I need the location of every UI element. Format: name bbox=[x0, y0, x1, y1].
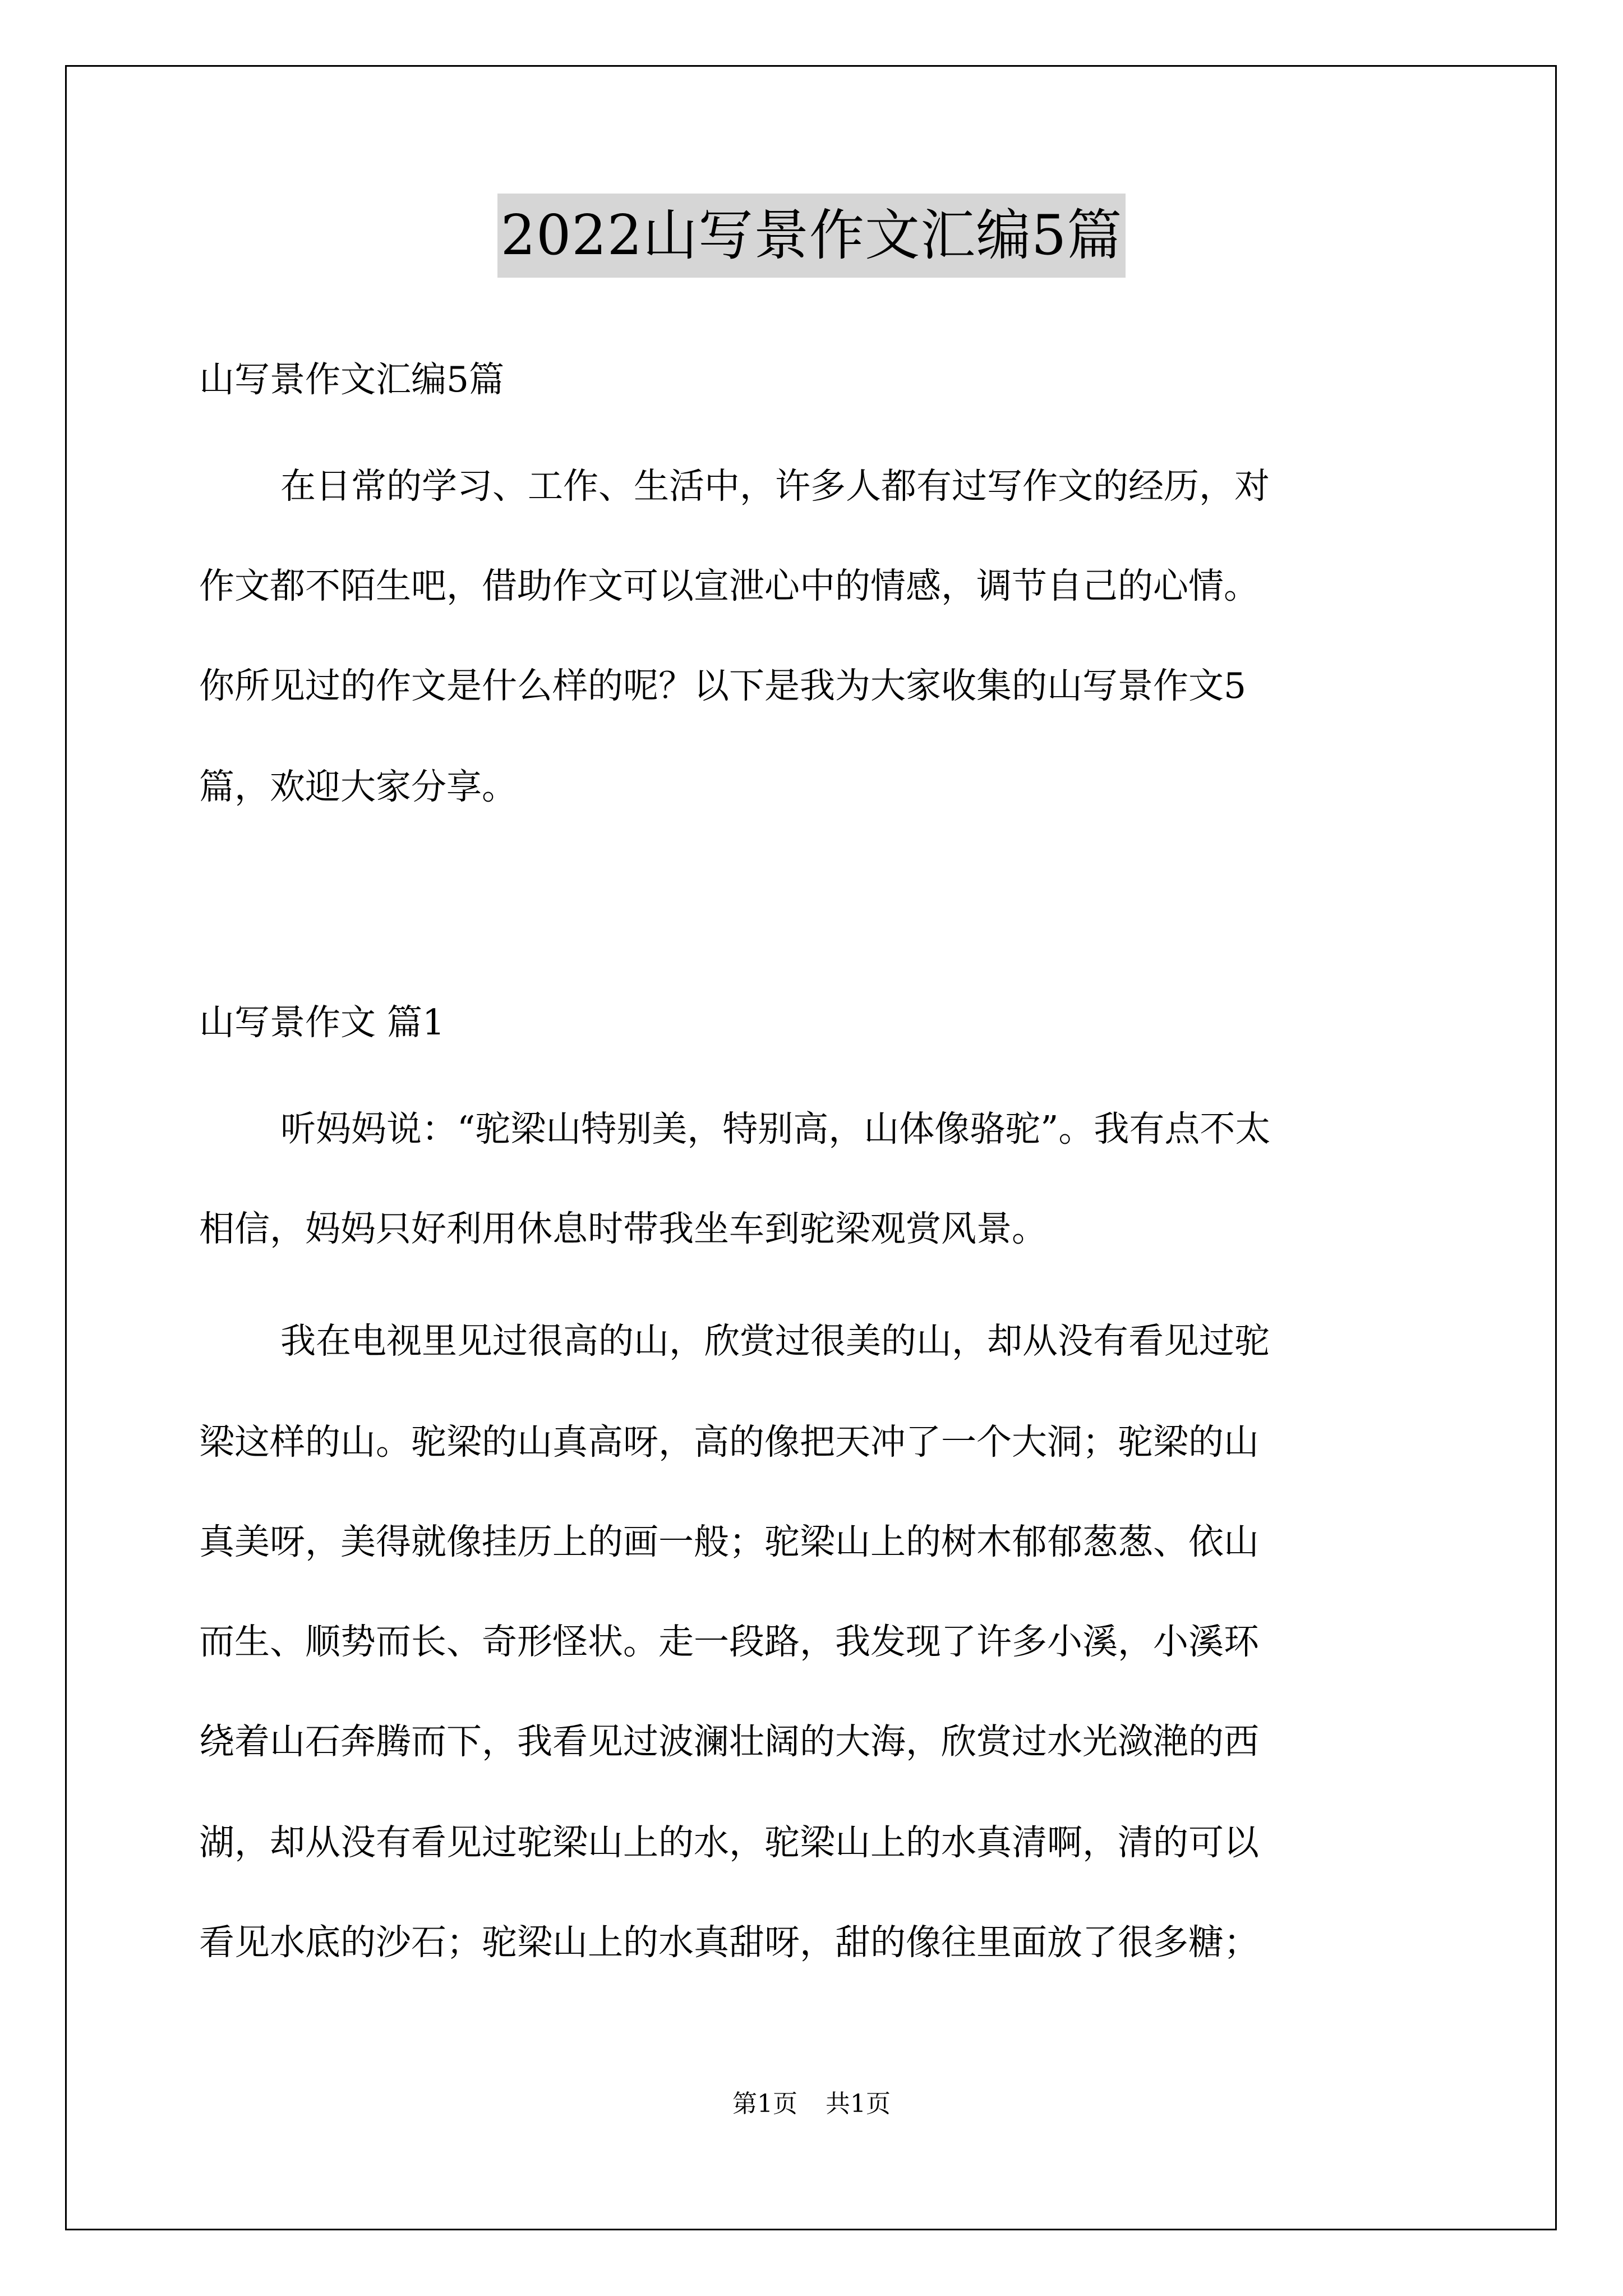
document-subtitle: 山写景作文汇编5篇 bbox=[199, 359, 505, 400]
page-footer bbox=[0, 2087, 1623, 2121]
intro-line: 作文都不陌生吧，借助作文可以宣泄心中的情感，调节自己的心情。 bbox=[199, 565, 1259, 606]
paragraph-line: 相信，妈妈只好利用休息时带我坐车到驼梁观赏风景。 bbox=[199, 1208, 1047, 1249]
page-total: 共1页 bbox=[826, 2090, 891, 2118]
section-heading: 山写景作文 篇1 bbox=[199, 1002, 445, 1043]
intro-line: 你所见过的作文是什么样的呢？以下是我为大家收集的山写景作文5 bbox=[199, 665, 1247, 706]
paragraph-line: 而生、顺势而长、奇形怪状。走一段路，我发现了许多小溪，小溪环 bbox=[199, 1621, 1259, 1662]
document-title: 2022山写景作文汇编5篇 bbox=[497, 194, 1126, 278]
paragraph-line: 绕着山石奔腾而下，我看见过波澜壮阔的大海，欣赏过水光潋滟的西 bbox=[199, 1721, 1259, 1762]
paragraph-line: 湖，却从没有看见过驼梁山上的水，驼梁山上的水真清啊，清的可以 bbox=[199, 1822, 1259, 1863]
intro-line: 在日常的学习、工作、生活中，许多人都有过写作文的经历，对 bbox=[280, 466, 1270, 507]
page-number: 第1页 bbox=[732, 2090, 797, 2118]
intro-line: 篇，欢迎大家分享。 bbox=[199, 766, 517, 807]
paragraph-line: 我在电视里见过很高的山，欣赏过很美的山，却从没有看见过驼 bbox=[280, 1320, 1270, 1361]
paragraph-line: 看见水底的沙石；驼梁山上的水真甜呀，甜的像往里面放了很多糖； bbox=[199, 1922, 1259, 1963]
paragraph-line: 梁这样的山。驼梁的山真高呀，高的像把天冲了一个大洞；驼梁的山 bbox=[199, 1421, 1259, 1462]
title-wrapper bbox=[0, 194, 1623, 278]
paragraph-line: 真美呀，美得就像挂历上的画一般；驼梁山上的树木郁郁葱葱、依山 bbox=[199, 1521, 1259, 1562]
paragraph-line: 听妈妈说：“驼梁山特别美，特别高，山体像骆驼”。我有点不太 bbox=[280, 1108, 1271, 1149]
